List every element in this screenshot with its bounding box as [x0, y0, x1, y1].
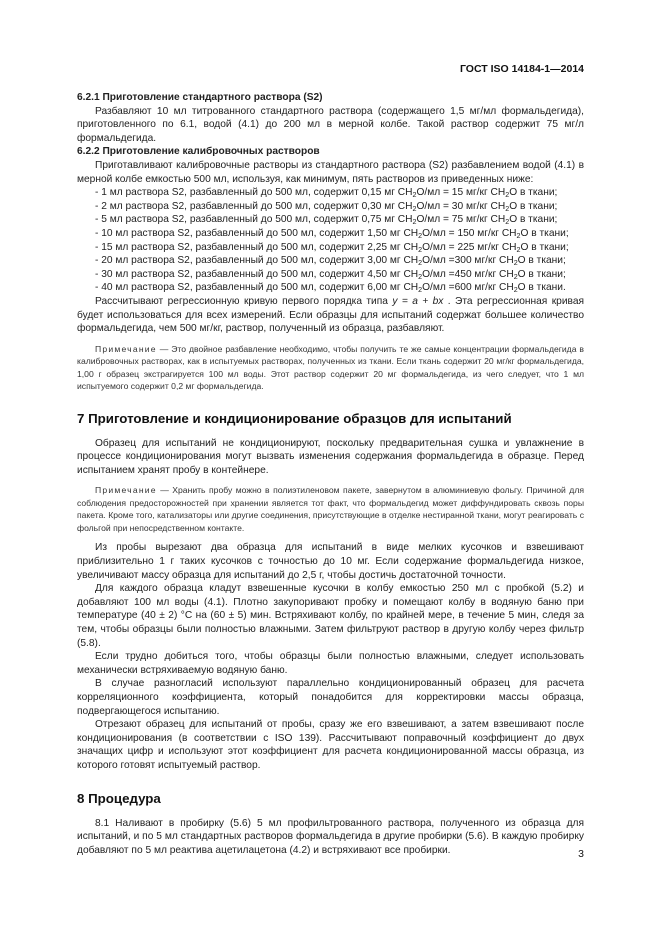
calibration-list-item: - 5 мл раствора S2, разбавленный до 500 мл, содержит 0,75 мг $CH_2O/мл = 75$ мг/кг $CH_2O$ в ткани; — [95, 214, 558, 227]
page-number: 3 — [578, 848, 584, 860]
calibration-list — [77, 186, 584, 295]
subsection-6-2-1-title: 6.2.1 Приготовление стандартного раствора (S2) — [77, 92, 323, 103]
section-7-title: 7 Приготовление и кондиционирование образцов для испытаний — [77, 410, 512, 426]
document-header: ГОСТ ISO 14184-1—2014 — [459, 63, 584, 75]
note-label: Примечание — [95, 343, 157, 354]
subsection-6-2-1-text: Разбавляют 10 мл титрованного стандартного раствора (содержащего 1,5 мг/мл формальдегида), приготовленного по 6.1, водой (4.1) до 200 мл в мерной колбе. Такой раствор содержит 75 мг/л формальдегида. — [77, 105, 584, 144]
calibration-list-item: - 10 мл раствора S2, разбавленный до 500 мл, содержит 1,50 мг $CH_2O/мл = 150$ мг/кг $CH_2O$ в ткани; — [95, 227, 569, 240]
calibration-list-item: - 1 мл раствора S2, разбавленный до 500 мл, содержит 0,15 мг $CH_2O/мл = 15$ мг/кг $CH_2O$ в ткани; — [95, 187, 558, 200]
note-label: Примечание — [95, 485, 157, 496]
page-content — [77, 91, 584, 857]
calibration-list-item: - 2 мл раствора S2, разбавленный до 500 мл, содержит 0,30 мг $CH_2O/мл = 30$ мг/кг $CH_2O$ в ткани; — [95, 200, 558, 213]
subsection-6-2-2-intro: Приготавливают калибровочные растворы из стандартного раствора (S2) разбавлением водой (4.1) в мерной колбе емкостью 500 мл, используя, как минимум, пять растворов из приведенных ниже: — [77, 159, 584, 185]
subsection-6-2-2-title: 6.2.2 Приготовление калибровочных растворов — [77, 146, 320, 158]
note-calibration: Примечание — Это двойное разбавление необходимо, чтобы получить те же самые концентрации формальдегида в калибровочных растворах, как в испытуемых растворах, полученных из ткани. Если ткань содержит 20 мг/кг формальдегида, 1,00 г образец экстрагируется 100 мл воды. Этот раствор содержит 20 мг формальдегида, из чего следует, что 1 мл испытуемого содержит 0,2 мг формальдегида. — [77, 343, 584, 392]
calibration-list-item: - 15 мл раствора S2, разбавленный до 500 мл, содержит 2,25 мг $CH_2O/мл = 225$ мг/кг $CH_2O$ в ткани; — [95, 241, 569, 254]
calibration-list-item: - 40 мл раствора S2, разбавленный до 500 мл, содержит 6,00 мг $CH_2O/мл =600$ мг/кг $CH_2O$ в ткани. — [95, 282, 566, 295]
calibration-list-item: - 20 мл раствора S2, разбавленный до 500 мл, содержит 3,00 мг $CH_2O/мл =300$ мг/кг $CH_2O$ в ткани; — [95, 255, 566, 268]
note-storage: Примечание — Хранить пробу можно в полиэтиленовом пакете, завернутом в алюминиевую фольгу. Причиной для соблюдения предосторожностей при хранении является тот факт, что формальдегид может диффундировать сквозь поры пакета. Кроме того, катализаторы или другие соединения, присутствующие в отделке нестиранной ткани, могут реагировать с фольгой при непосредственном контакте. — [77, 485, 584, 533]
section-7-paragraph-2: Из пробы вырезают два образца для испытаний в виде мелких кусочков и взвешивают приблизительно 1 г таких кусочков с точностью до 10 мг. Если содержание формальдегида низкое, увеличивают массу образца для испытаний до 2,5 г, чтобы достичь достаточной точности. — [77, 542, 584, 581]
section-7-paragraph-5: В случае разногласий используют параллельно кондиционированный образец для расчета корреляционного коэффициента, который понадобится для корректировки массы образца, подвергающегося испытанию. — [77, 678, 584, 717]
section-8-title: 8 Процедура — [77, 790, 161, 806]
regression-paragraph: Рассчитывают регрессионную кривую первого порядка типа y = a + bx . Эта регрессионная кривая будет использоваться для всех измерений. Если образцы для испытаний содержат большее количество формальдегида, чем 500 мг/кг, раствор, полученный из образца, разбавляют. — [77, 295, 585, 335]
section-7-paragraph-1: Образец для испытаний не кондиционируют, поскольку предварительная сушка и увлажнение в процессе кондиционирования могут вызвать изменения содержания формальдегида в образце. Перед испытанием хранят пробу в контейнере. — [77, 437, 584, 476]
regression-equation: y = a + bx — [392, 295, 444, 307]
section-8-paragraph-1: 8.1 Наливают в пробирку (5.6) 5 мл профильтрованного раствора, полученного из образца для испытаний, и по 5 мл стандартных растворов формальдегида в другие пробирки (5.6). В каждую пробирку добавляют по 5 мл реактива ацетилацетона (4.2) и встряхивают все пробирки. — [77, 817, 584, 856]
section-7-paragraph-3: Для каждого образца кладут взвешенные кусочки в колбу емкостью 250 мл с пробкой (5.2) и добавляют 100 мл воды (4.1). Плотно закупоривают пробку и помещают колбу в водяную баню при температуре (40 ± 2) °С на (60 ± 5) мин. Встряхивают колбу, по крайней мере, в течение 5 мин, следя за тем, чтобы образцы были полностью влажными. Затем фильтруют раствор в другую колбу через фильтр (5.8). — [77, 583, 584, 649]
section-7-paragraph-6: Отрезают образец для испытаний от пробы, сразу же его взвешивают, а затем взвешивают после кондиционирования (в соответствии с ISO 139). Рассчитывают поправочный коэффициент до двух значащих цифр и используют этот коэффициент для расчета кондиционированной массы образца, из которого готовят испытуемый раствор. — [77, 719, 584, 771]
calibration-list-item: - 30 мл раствора S2, разбавленный до 500 мл, содержит 4,50 мг $CH_2O/мл =450$ мг/кг $CH_2O$ в ткани; — [95, 268, 566, 281]
section-7-paragraph-4: Если трудно добиться того, чтобы образцы были полностью влажными, следует использовать механически встряхиваемую водяную баню. — [77, 651, 584, 676]
